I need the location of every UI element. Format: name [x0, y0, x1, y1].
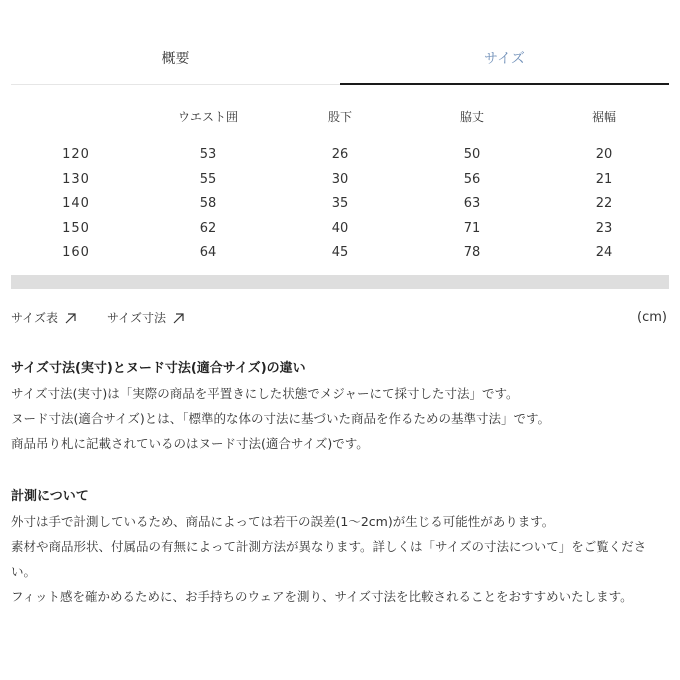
measurement-line: 素材や商品形状、付属品の有無によって計測方法が異なります。詳しくは「サイズの寸法について」をご覧ください。: [11, 539, 647, 579]
table-cell: 64: [199, 245, 217, 260]
table-cell: 55: [199, 171, 217, 187]
table-cell: 30: [331, 171, 349, 187]
tab-size[interactable]: サイズ: [484, 51, 525, 67]
size-difference-line: ヌード寸法(適合サイズ)とは、「標準的な体の寸法に基づいた商品を作るための基準寸法」です。: [11, 411, 551, 426]
size-table-header: [11, 105, 669, 129]
header-cell-hem-width: 裾幅: [591, 110, 616, 124]
table-cell: 120: [62, 147, 90, 162]
table-cell: 45: [331, 245, 349, 260]
size-table: [11, 105, 669, 266]
header-cell-inseam: 股下: [327, 110, 352, 124]
table-row: [11, 143, 669, 168]
table-cell: 50: [463, 147, 481, 162]
table-row: [11, 192, 669, 217]
table-cell: 24: [595, 245, 613, 260]
measurement-line: 外寸は手で計測しているため、商品によっては若干の誤差(1〜2cm)が生じる可能性があります。: [11, 514, 555, 529]
measurement-section: [11, 484, 671, 609]
table-cell: 58: [199, 196, 217, 211]
table-cell: 71: [463, 220, 481, 236]
unit-label: (cm): [637, 310, 667, 325]
measurement-title: 計測について: [11, 489, 89, 504]
size-links: [11, 306, 669, 330]
size-measure-link[interactable]: [107, 306, 185, 330]
measurement-line: フィット感を確かめるために、お手持ちのウェアを測り、サイズ寸法を比較されることをおすすめいたします。: [11, 589, 633, 604]
table-cell: 35: [331, 196, 349, 211]
header-cell-waist: ウエスト囲: [177, 110, 238, 124]
size-chart-link-label: サイズ表: [11, 311, 59, 325]
table-row: [11, 168, 669, 193]
size-difference-section: [11, 356, 671, 456]
table-cell: 56: [463, 171, 481, 187]
size-difference-line: サイズ寸法(実寸)は「実際の商品を平置きにした状態でメジャーにて採寸した寸法」です。: [11, 386, 519, 401]
table-cell: 53: [199, 147, 217, 162]
size-chart-link[interactable]: [11, 306, 77, 330]
tab-bar: [11, 40, 669, 86]
table-cell: 26: [331, 147, 349, 162]
size-difference-line: 商品吊り札に記載されているのはヌード寸法(適合サイズ)です。: [11, 436, 369, 451]
table-cell: 150: [62, 220, 90, 236]
table-scroll-bar[interactable]: [11, 275, 669, 289]
table-row: [11, 217, 669, 242]
table-cell: 63: [463, 196, 481, 211]
external-arrow-icon: [64, 312, 77, 325]
table-cell: 40: [331, 220, 349, 236]
table-cell: 62: [199, 220, 217, 236]
table-row: [11, 241, 669, 266]
table-cell: 160: [62, 245, 90, 260]
table-cell: 78: [463, 245, 481, 260]
table-cell: 20: [595, 147, 613, 162]
table-cell: 130: [62, 171, 90, 187]
table-cell: 140: [62, 196, 90, 211]
table-cell: 22: [595, 196, 613, 211]
table-cell: 21: [595, 171, 613, 187]
tab-overview[interactable]: 概要: [161, 51, 190, 67]
size-difference-title: サイズ寸法(実寸)とヌード寸法(適合サイズ)の違い: [11, 361, 306, 376]
size-measure-link-label: サイズ寸法: [107, 311, 167, 325]
tab-active-underline: [340, 83, 669, 85]
header-cell-side-length: 脇丈: [459, 110, 484, 124]
external-arrow-icon: [172, 312, 185, 325]
table-cell: 23: [595, 220, 613, 236]
